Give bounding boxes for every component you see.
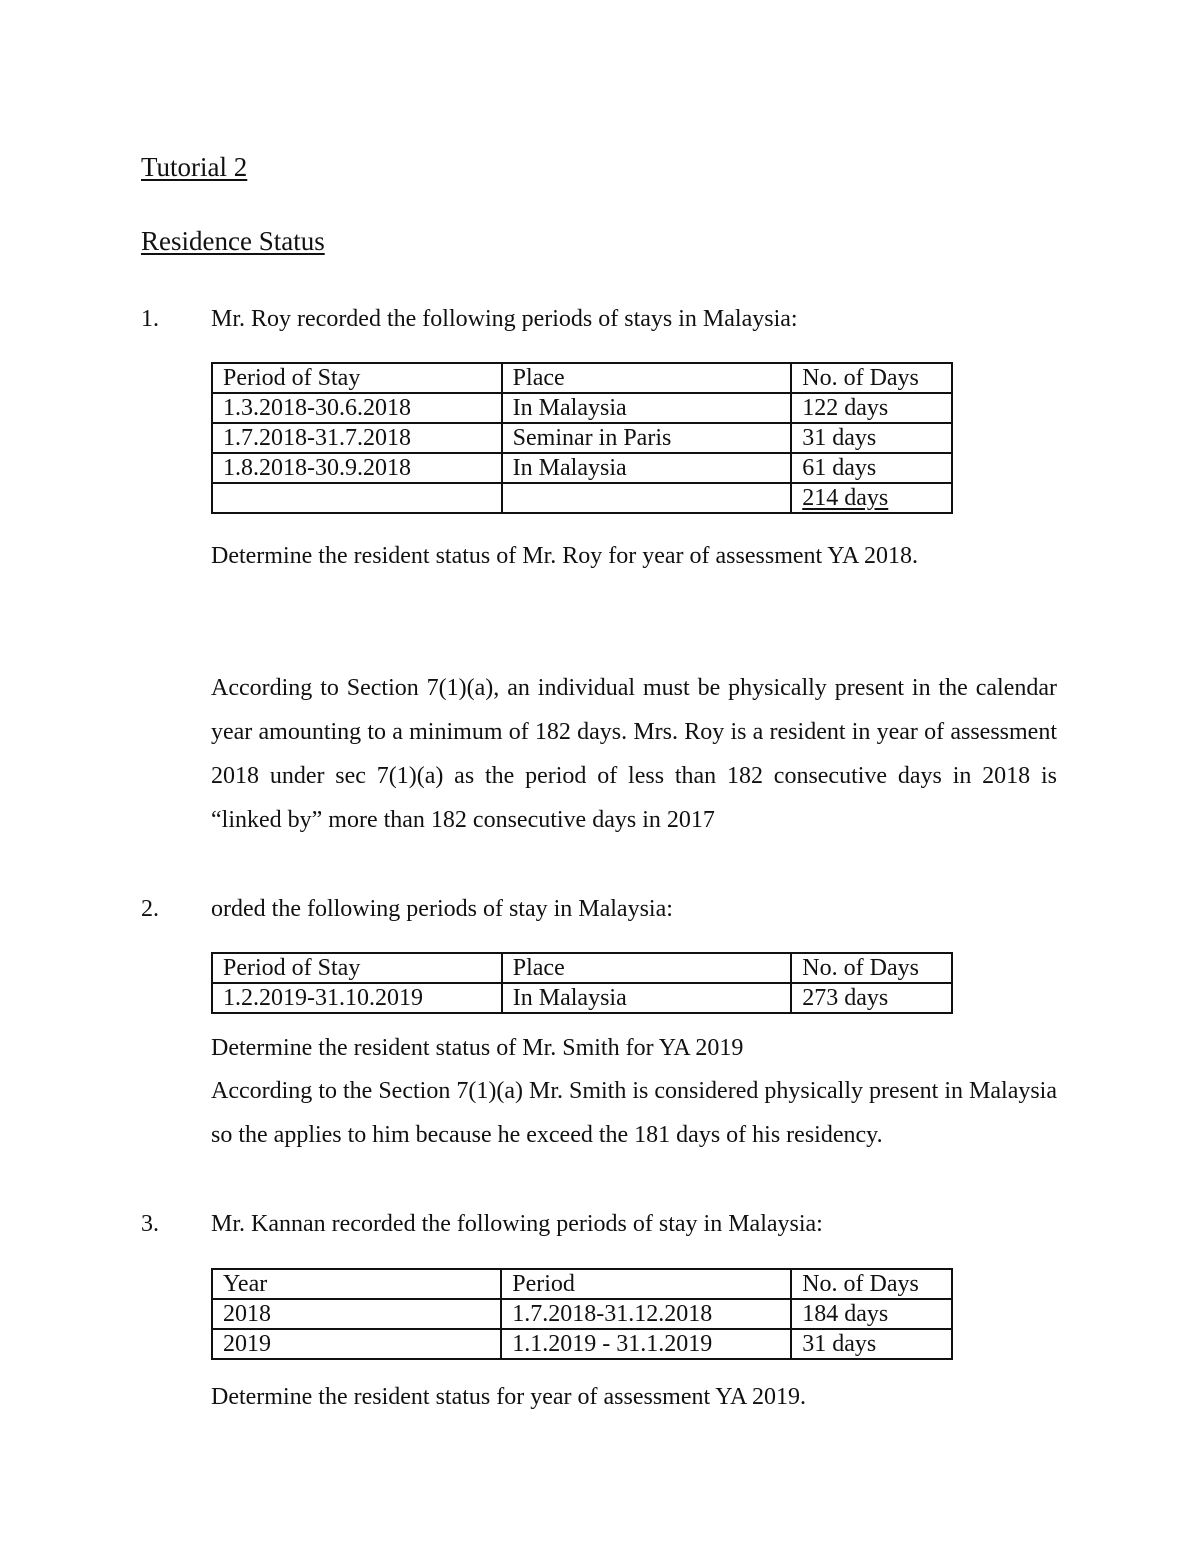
header-cell: No. of Days: [791, 363, 952, 393]
place-cell: In Malaysia: [502, 453, 792, 483]
question-1-intro: Mr. Roy recorded the following periods of stays in Malaysia:: [211, 306, 798, 332]
empty-cell: [502, 483, 792, 513]
question-1-prompt: Determine the resident status of Mr. Roy for year of assessment YA 2018.: [211, 543, 918, 569]
days-cell: 122 days: [791, 393, 952, 423]
question-2-answer: According to the Section 7(1)(a) Mr. Smith is considered physically present in Malaysia so the applies to him because he exceed the 181 days of his residency.: [211, 1078, 1057, 1148]
table-row: [212, 983, 952, 1013]
period-cell: 1.7.2018-31.7.2018: [212, 423, 502, 453]
header-cell: Period of Stay: [212, 953, 502, 983]
header-cell: No. of Days: [791, 1269, 952, 1299]
table-row: [212, 393, 952, 423]
days-cell: 31 days: [791, 1329, 952, 1359]
question-2-intro: orded the following periods of stay in Malaysia:: [211, 896, 673, 922]
question-2-prompt: Determine the resident status of Mr. Smith for YA 2019: [211, 1035, 744, 1061]
days-cell: 273 days: [791, 983, 952, 1013]
place-cell: In Malaysia: [502, 983, 792, 1013]
question-3-number: 3.: [141, 1211, 159, 1237]
stay-table-3: [211, 1268, 953, 1360]
question-2-number: 2.: [141, 896, 159, 922]
section-heading: Residence Status: [141, 226, 325, 256]
page-title: Tutorial 2: [141, 152, 248, 182]
table-header-row: [212, 1269, 952, 1299]
period-cell: 1.2.2019-31.10.2019: [212, 983, 502, 1013]
table-header-row: [212, 363, 952, 393]
period-cell: 1.3.2018-30.6.2018: [212, 393, 502, 423]
header-cell: Period: [501, 1269, 791, 1299]
table-row: [212, 1299, 952, 1329]
days-cell: 31 days: [791, 423, 952, 453]
period-cell: 1.1.2019 - 31.1.2019: [501, 1329, 791, 1359]
period-cell: 1.8.2018-30.9.2018: [212, 453, 502, 483]
place-cell: In Malaysia: [502, 393, 792, 423]
table-total-row: [212, 483, 952, 513]
question-3-intro: Mr. Kannan recorded the following periods of stay in Malaysia:: [211, 1211, 823, 1237]
period-cell: 1.7.2018-31.12.2018: [501, 1299, 791, 1329]
total-days-cell: [791, 483, 952, 513]
table-row: [212, 423, 952, 453]
table-header-row: [212, 953, 952, 983]
year-cell: 2019: [212, 1329, 501, 1359]
question-3-prompt: Determine the resident status for year of assessment YA 2019.: [211, 1384, 806, 1410]
stay-table-2: [211, 952, 953, 1014]
table-row: [212, 1329, 952, 1359]
year-cell: 2018: [212, 1299, 501, 1329]
header-cell: Place: [502, 953, 792, 983]
days-cell: 184 days: [791, 1299, 952, 1329]
header-cell: Year: [212, 1269, 501, 1299]
header-cell: Place: [502, 363, 792, 393]
header-cell: No. of Days: [791, 953, 952, 983]
empty-cell: [212, 483, 502, 513]
days-cell: 61 days: [791, 453, 952, 483]
total-days: 214 days: [802, 485, 889, 511]
header-cell: Period of Stay: [212, 363, 502, 393]
place-cell: Seminar in Paris: [502, 423, 792, 453]
question-1-number: 1.: [141, 306, 159, 332]
stay-table-1: [211, 362, 953, 514]
question-1-answer: According to Section 7(1)(a), an individual must be physically present in the calendar year amounting to a minimum of 182 days. Mrs. Roy is a resident in year of assessment 2018 under sec 7(1)(a) as the period of less than 182 consecutive days in 2018 is “linked by” more than 182 consecutive days in 2017: [211, 675, 1057, 833]
table-row: [212, 453, 952, 483]
